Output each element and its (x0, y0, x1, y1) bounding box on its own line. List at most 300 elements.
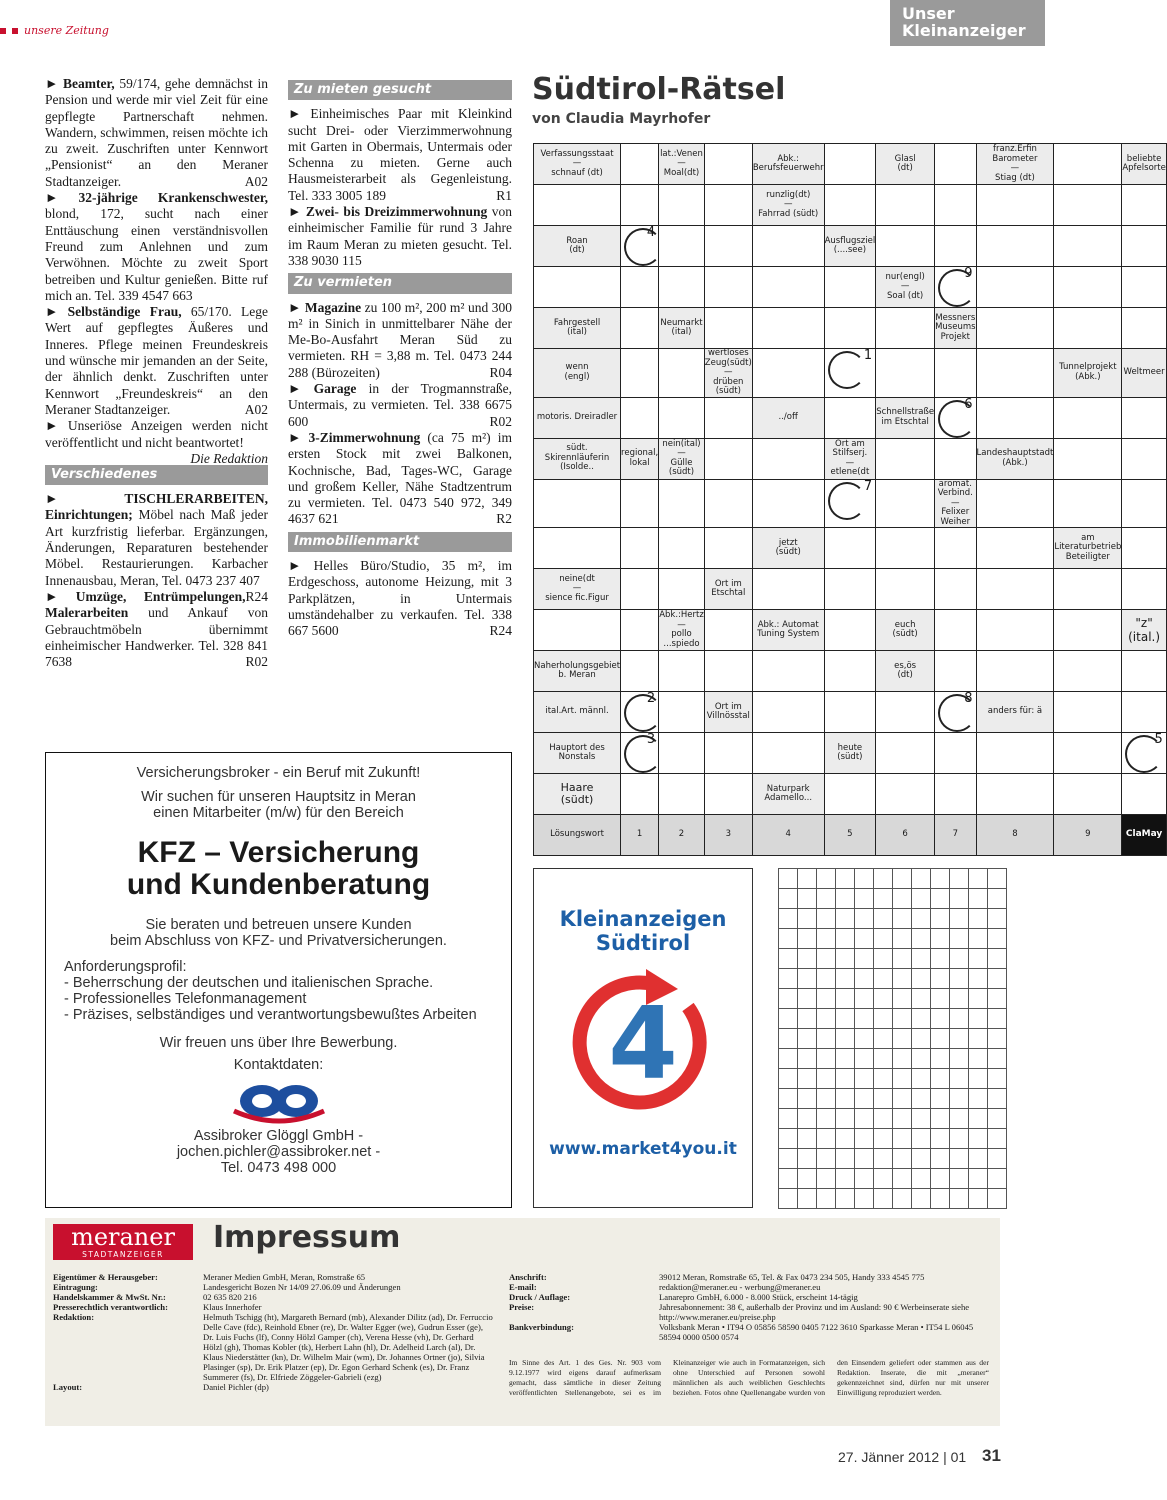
grid-cell[interactable] (752, 651, 824, 692)
solution-cell (969, 909, 988, 929)
requirement-item: - Präzises, selbständiges und verantwortungsbewußtes Arbeiten (64, 1007, 477, 1023)
solution-cell (855, 1189, 874, 1209)
solution-cell (855, 1149, 874, 1169)
red-square-icon (0, 28, 6, 34)
grid-cell[interactable] (1122, 226, 1166, 267)
solution-cell (855, 1129, 874, 1149)
grid-cell[interactable]: 4 (621, 226, 659, 267)
ad-lead: Selbständige Frau, (67, 304, 182, 320)
clue-cell: Ort im Etschtal (704, 569, 752, 610)
job-ad-headline-2: und Kundenberatung (126, 868, 431, 901)
clue-cell: wertloses Zeug(südt) — drüben (südt) (704, 348, 752, 396)
solution-cell (931, 1029, 950, 1049)
market4you-ad (533, 868, 753, 1208)
solution-cell (950, 969, 969, 989)
impressum-value: Volksbank Meran • IT94 O 05856 58590 0405 7122 3610 Sparkasse Meran • IT54 L 06045 58594 0000 0500 0574 (659, 1322, 974, 1342)
market-ad-number: 4 (608, 985, 678, 1102)
grid-cell[interactable] (935, 349, 976, 398)
grid-cell[interactable] (976, 610, 1054, 651)
clue-cell: jetzt (südt) (752, 528, 824, 569)
grid-cell[interactable] (659, 528, 705, 569)
grid-cell[interactable] (876, 226, 935, 267)
solution-cell (798, 1129, 817, 1149)
grid-cell[interactable] (659, 651, 705, 692)
grid-cell[interactable] (1054, 569, 1122, 610)
solution-cell (855, 1049, 874, 1069)
solution-cell (950, 1149, 969, 1169)
grid-cell[interactable] (1122, 479, 1166, 528)
solution-cell (931, 1049, 950, 1069)
impressum-value: Daniel Pichler (dp) (203, 1382, 269, 1392)
solution-cell (798, 949, 817, 969)
grid-cell[interactable] (659, 267, 705, 308)
puzzle-brand: ClaMay (1122, 815, 1166, 856)
solution-cell (893, 949, 912, 969)
grid-cell[interactable] (621, 528, 659, 569)
solution-cell (817, 969, 836, 989)
ad-lead: Garage (313, 381, 357, 397)
grid-cell[interactable] (752, 569, 824, 610)
classifieds-column-2 (288, 76, 512, 640)
grid-cell[interactable] (876, 733, 935, 774)
solution-cell (931, 929, 950, 949)
grid-cell[interactable] (621, 349, 659, 398)
ad-text: 65/170. Lege Wert auf gepflegtes Äußeres und Inneres. Pflege meinen Freundeskreis und wünsche mir jemanden an der Seite, der ähnlich denkt. Zuschriften unter Kennwort „Freundeskreis“ an den Meraner Stadtanzeiger. (45, 304, 268, 417)
grid-cell[interactable] (824, 610, 876, 651)
grid-cell[interactable] (1122, 569, 1166, 610)
clue-cell: ../off (752, 397, 824, 438)
grid-cell[interactable] (704, 267, 752, 308)
impressum (45, 1218, 1000, 1426)
grid-cell[interactable] (621, 144, 659, 185)
grid-cell[interactable] (976, 774, 1054, 815)
grid-cell[interactable] (824, 651, 876, 692)
grid-cell[interactable] (824, 692, 876, 733)
clue-cell: anders für: ä (976, 692, 1054, 733)
grid-cell[interactable] (534, 610, 621, 651)
solution-cell (779, 889, 798, 909)
solution-cell (912, 929, 931, 949)
solution-cell (893, 1069, 912, 1089)
grid-cell[interactable] (1122, 651, 1166, 692)
solution-cell (912, 1029, 931, 1049)
solution-cell (817, 1089, 836, 1109)
solution-cell (912, 1089, 931, 1109)
grid-cell[interactable] (1054, 479, 1122, 528)
solution-cell (779, 1029, 798, 1049)
job-ad-req-title: Anforderungsprofil: (64, 959, 187, 975)
grid-cell[interactable] (1054, 144, 1122, 185)
grid-cell[interactable] (752, 438, 824, 479)
solution-cell (931, 969, 950, 989)
solution-cell (855, 889, 874, 909)
job-advertisement (45, 752, 512, 1208)
grid-cell[interactable] (876, 308, 935, 349)
solution-cell (798, 989, 817, 1009)
grid-cell[interactable] (976, 267, 1054, 308)
grid-cell[interactable] (824, 774, 876, 815)
grid-cell[interactable] (824, 528, 876, 569)
grid-cell[interactable] (876, 349, 935, 398)
grid-cell[interactable] (1122, 308, 1166, 349)
job-ad-phone: Tel. 0473 498 000 (220, 1160, 337, 1176)
grid-cell[interactable] (976, 651, 1054, 692)
solution-cell (988, 969, 1007, 989)
solution-cell (893, 929, 912, 949)
market-ad-url[interactable]: www.market4you.it (549, 1139, 737, 1159)
solution-number[interactable]: 5 (824, 815, 876, 856)
solution-cell (836, 1189, 855, 1209)
clue-cell: Schnellstraße im Etschtal (876, 397, 935, 438)
solution-cell (855, 1089, 874, 1109)
grid-cell[interactable] (935, 226, 976, 267)
solution-cell (912, 909, 931, 929)
ad-code: R24 (489, 623, 512, 639)
solution-cell (779, 1049, 798, 1069)
solution-cell (969, 1069, 988, 1089)
grid-cell[interactable] (752, 692, 824, 733)
impressum-row (53, 1282, 493, 1292)
grid-cell[interactable] (659, 349, 705, 398)
solution-number[interactable]: 6 (876, 815, 935, 856)
solution-cell (798, 1089, 817, 1109)
solution-cell (931, 949, 950, 969)
section-heading: Zu vermieten (288, 273, 512, 293)
solution-cell (874, 889, 893, 909)
grid-cell[interactable] (752, 349, 824, 398)
classified-ad (288, 558, 512, 639)
grid-cell[interactable] (876, 692, 935, 733)
solution-cell (988, 1069, 1007, 1089)
job-ad-email: jochen.pichler@assibroker.net - (176, 1144, 381, 1160)
grid-cell[interactable] (976, 479, 1054, 528)
grid-cell[interactable] (824, 397, 876, 438)
ad-code: R1 (496, 187, 512, 203)
solution-cell (817, 1129, 836, 1149)
grid-cell[interactable] (976, 528, 1054, 569)
ad-code: R02 (245, 654, 268, 670)
grid-cell[interactable] (824, 144, 876, 185)
grid-cell[interactable] (1054, 267, 1122, 308)
grid-cell[interactable] (659, 692, 705, 733)
solution-cell (893, 889, 912, 909)
solution-number[interactable]: 4 (752, 815, 824, 856)
grid-cell[interactable] (876, 569, 935, 610)
impressum-label: Presserechtlich verantwortlich: (53, 1302, 168, 1312)
solution-cell (779, 909, 798, 929)
solution-cell (931, 889, 950, 909)
solution-cell (988, 949, 1007, 969)
solution-cell (950, 909, 969, 929)
solution-cell (912, 969, 931, 989)
solution-cell (931, 1189, 950, 1209)
solution-cell (912, 1009, 931, 1029)
grid-cell[interactable] (976, 185, 1054, 226)
job-ad-contact: Kontaktdaten: (233, 1057, 324, 1073)
solution-cell (893, 1009, 912, 1029)
solution-cell (817, 929, 836, 949)
grid-cell[interactable] (935, 438, 976, 479)
grid-cell[interactable] (1122, 692, 1166, 733)
grid-cell[interactable] (1054, 651, 1122, 692)
clue-cell: es,ös (dt) (876, 651, 935, 692)
solution-cell (874, 949, 893, 969)
grid-cell[interactable]: 5 (1122, 733, 1166, 774)
solution-cell (855, 869, 874, 889)
grid-cell[interactable] (1054, 397, 1122, 438)
grid-cell[interactable]: 3 (621, 733, 659, 774)
solution-cell (950, 1129, 969, 1149)
grid-cell[interactable] (1122, 267, 1166, 308)
grid-cell[interactable] (704, 528, 752, 569)
grid-cell[interactable] (621, 308, 659, 349)
grid-cell[interactable] (621, 569, 659, 610)
grid-cell[interactable] (876, 438, 935, 479)
grid-cell[interactable] (704, 479, 752, 528)
grid-cell[interactable] (935, 569, 976, 610)
solution-cell (836, 1009, 855, 1029)
impressum-label: Layout: (53, 1382, 83, 1392)
impressum-row (53, 1382, 493, 1392)
grid-cell[interactable] (1054, 185, 1122, 226)
grid-cell[interactable] (752, 308, 824, 349)
grid-cell[interactable] (824, 569, 876, 610)
grid-cell[interactable] (659, 185, 705, 226)
grid-cell[interactable] (935, 144, 976, 185)
ad-text: Möbel nach Maß jeder Art kurzfristig lieferbar. Ergänzungen, Änderungen, Reparaturen bestehender Möbel. Restaurierungen. Karbacher Innenausbau, Meran, Tel. 0473 237 407 (45, 507, 268, 588)
grid-cell[interactable] (976, 397, 1054, 438)
solution-cell (779, 1189, 798, 1209)
grid-cell[interactable] (704, 144, 752, 185)
solution-cell (874, 1009, 893, 1029)
grid-cell[interactable] (976, 226, 1054, 267)
clue-cell: nur(engl) — Soal (dt) (876, 267, 935, 308)
grid-cell[interactable] (824, 308, 876, 349)
solution-number[interactable]: 2 (659, 815, 705, 856)
solution-cell (912, 889, 931, 909)
grid-cell[interactable] (621, 397, 659, 438)
grid-cell[interactable] (659, 733, 705, 774)
solution-cell (855, 1029, 874, 1049)
arrow-icon: ► (288, 106, 311, 122)
solution-cell (836, 929, 855, 949)
solution-cell (969, 1189, 988, 1209)
grid-cell[interactable] (534, 267, 621, 308)
solution-number[interactable]: 1 (621, 815, 659, 856)
grid-cell[interactable]: 2 (621, 692, 659, 733)
grid-cell[interactable] (935, 528, 976, 569)
grid-cell[interactable] (976, 733, 1054, 774)
solution-cell (817, 1029, 836, 1049)
crossword-grid (533, 143, 1167, 856)
solution-cell (874, 1089, 893, 1109)
solution-cell (855, 1169, 874, 1189)
solution-cell (988, 869, 1007, 889)
solution-cell (874, 1129, 893, 1149)
ad-text: von einheimischer Familie für rund 3 Jahre im Raum Meran zu mieten gesucht. Tel. 338 9030 115 (288, 204, 512, 268)
impressum-value: Meraner Medien GmbH, Meran, Romstraße 65 (203, 1272, 366, 1282)
grid-cell[interactable] (621, 651, 659, 692)
red-square-icon (12, 28, 18, 34)
grid-cell[interactable] (621, 267, 659, 308)
grid-cell[interactable] (1054, 308, 1122, 349)
grid-cell[interactable] (704, 733, 752, 774)
grid-cell[interactable] (876, 528, 935, 569)
solution-cell (836, 969, 855, 989)
grid-cell[interactable] (876, 479, 935, 528)
solution-cell (836, 909, 855, 929)
grid-cell[interactable] (1054, 692, 1122, 733)
grid-cell[interactable]: 8 (935, 692, 976, 733)
grid-cell[interactable] (659, 569, 705, 610)
clue-cell: Fahrgestell (ital) (534, 308, 621, 349)
grid-cell[interactable] (534, 479, 621, 528)
solution-cell (893, 1029, 912, 1049)
classified-ad (45, 76, 268, 190)
grid-cell[interactable] (704, 226, 752, 267)
grid-cell[interactable] (621, 479, 659, 528)
grid-cell[interactable] (935, 651, 976, 692)
solution-cell (874, 929, 893, 949)
grid-cell[interactable] (659, 479, 705, 528)
grid-cell[interactable] (976, 569, 1054, 610)
ad-text: (ca 75 m²) im ersten Stock mit zwei Balkonen, Kochnische, Bad, Tages-WC, Garage und großem Keller, Nähe Stadtzentrum zu vermieten. Tel. 0473 540 972, 349 4637 621 (288, 429, 512, 527)
job-ad-closing: Wir freuen uns über Ihre Bewerbung. (159, 1035, 398, 1051)
ad-text: in der Trogmannstraße, Untermais, zu vermieten. Tel. 338 6675 600 (288, 381, 512, 429)
grid-cell[interactable] (935, 774, 976, 815)
grid-cell[interactable] (1054, 610, 1122, 651)
grid-cell[interactable] (534, 528, 621, 569)
solution-grid (778, 868, 1007, 1209)
grid-cell[interactable]: 6 (935, 397, 976, 438)
solution-cell (836, 1089, 855, 1109)
classified-ad (45, 418, 268, 466)
grid-cell[interactable] (876, 774, 935, 815)
grid-cell[interactable] (1054, 733, 1122, 774)
grid-cell[interactable] (1122, 397, 1166, 438)
clue-cell: nein(ital) — Gülle (südt) (659, 438, 705, 479)
solution-cell (969, 969, 988, 989)
solution-cell (779, 1149, 798, 1169)
classified-ad (45, 491, 268, 604)
solution-number[interactable]: 9 (1054, 815, 1122, 856)
grid-cell[interactable] (704, 774, 752, 815)
job-ad-line3: einen Mitarbeiter (m/w) für den Bereich (153, 805, 404, 821)
grid-cell[interactable] (1054, 774, 1122, 815)
grid-cell[interactable] (704, 185, 752, 226)
solution-number[interactable]: 8 (976, 815, 1054, 856)
solution-cell (836, 989, 855, 1009)
solution-cell (931, 1069, 950, 1089)
clue-cell: Abk.: Automat Tuning System (752, 610, 824, 651)
grid-cell[interactable] (824, 267, 876, 308)
grid-cell[interactable] (935, 185, 976, 226)
solution-cell (817, 869, 836, 889)
grid-cell[interactable]: 7 (824, 479, 876, 528)
solution-cell (931, 869, 950, 889)
solution-cell (950, 1069, 969, 1089)
solution-cell (988, 1169, 1007, 1189)
solution-cell (912, 989, 931, 1009)
grid-cell[interactable] (876, 185, 935, 226)
grid-cell[interactable] (621, 774, 659, 815)
classified-ad (288, 106, 512, 204)
meraner-logo-text: meraner (71, 1223, 175, 1251)
grid-cell[interactable] (752, 267, 824, 308)
grid-cell[interactable] (1122, 528, 1166, 569)
solution-cell (988, 1089, 1007, 1109)
grid-cell[interactable] (659, 226, 705, 267)
grid-cell[interactable] (704, 308, 752, 349)
classified-ad (288, 300, 512, 381)
arrow-icon: ► (288, 204, 306, 220)
solution-cell (893, 1149, 912, 1169)
impressum-value: Lanarepro GmbH, 6.000 - 8.000 Stück, erscheint 14-tägig (659, 1292, 858, 1302)
grid-cell[interactable] (976, 349, 1054, 398)
solution-cell (817, 1069, 836, 1089)
solution-cell (893, 969, 912, 989)
solution-cell (931, 1129, 950, 1149)
clue-cell: runzlig(dt) — Fahrrad (südt) (752, 185, 824, 226)
page-number: 31 (982, 1446, 1001, 1465)
grid-cell[interactable] (1054, 226, 1122, 267)
grid-cell[interactable] (704, 397, 752, 438)
arrow-icon: ► (288, 299, 305, 315)
grid-cell[interactable] (659, 397, 705, 438)
ad-code: R24 (245, 588, 268, 604)
clue-cell: beliebte Apfelsorte (1122, 144, 1166, 185)
grid-cell[interactable] (621, 185, 659, 226)
section-heading: Immobilienmarkt (288, 532, 512, 552)
grid-cell[interactable] (621, 610, 659, 651)
grid-cell[interactable] (704, 438, 752, 479)
grid-cell[interactable]: 1 (824, 349, 876, 398)
grid-cell[interactable] (752, 733, 824, 774)
solution-number[interactable]: 3 (704, 815, 752, 856)
grid-cell[interactable]: 9 (935, 267, 976, 308)
grid-cell[interactable] (1054, 438, 1122, 479)
grid-cell[interactable] (659, 774, 705, 815)
solution-cell (912, 949, 931, 969)
solution-cell (836, 1069, 855, 1089)
ad-lead: Umzüge, Entrümpelungen, Malerarbeiten (45, 588, 246, 621)
grid-cell[interactable] (1122, 774, 1166, 815)
grid-cell[interactable] (976, 308, 1054, 349)
solution-cell (950, 1089, 969, 1109)
grid-cell[interactable] (935, 610, 976, 651)
solution-cell (912, 1149, 931, 1169)
solution-cell (988, 989, 1007, 1009)
grid-cell[interactable] (704, 651, 752, 692)
grid-cell[interactable] (1122, 438, 1166, 479)
solution-cell (817, 1049, 836, 1069)
grid-cell[interactable] (1122, 185, 1166, 226)
grid-cell[interactable] (935, 733, 976, 774)
ad-text: zu 100 m², 200 m² und 300 m² in Sinich in unmittelbarer Nähe der Me-Bo-Ausfahrt Meran Süd zu vermieten. RH = 3,88 m. Tel. 0473 244 288 (Bürozeiten) (288, 299, 512, 380)
grid-cell[interactable] (534, 185, 621, 226)
solution-number[interactable]: 7 (935, 815, 976, 856)
grid-cell[interactable] (824, 185, 876, 226)
clue-cell: lat.:Venen — Moal(dt) (659, 144, 705, 185)
solution-cell (969, 1169, 988, 1189)
solution-cell (817, 989, 836, 1009)
clue-cell: neine(dt — sience fic.Figur (534, 569, 621, 610)
grid-cell[interactable] (704, 610, 752, 651)
grid-cell[interactable] (752, 226, 824, 267)
solution-cell (969, 1109, 988, 1129)
solution-cell (817, 1169, 836, 1189)
grid-cell[interactable] (752, 479, 824, 528)
